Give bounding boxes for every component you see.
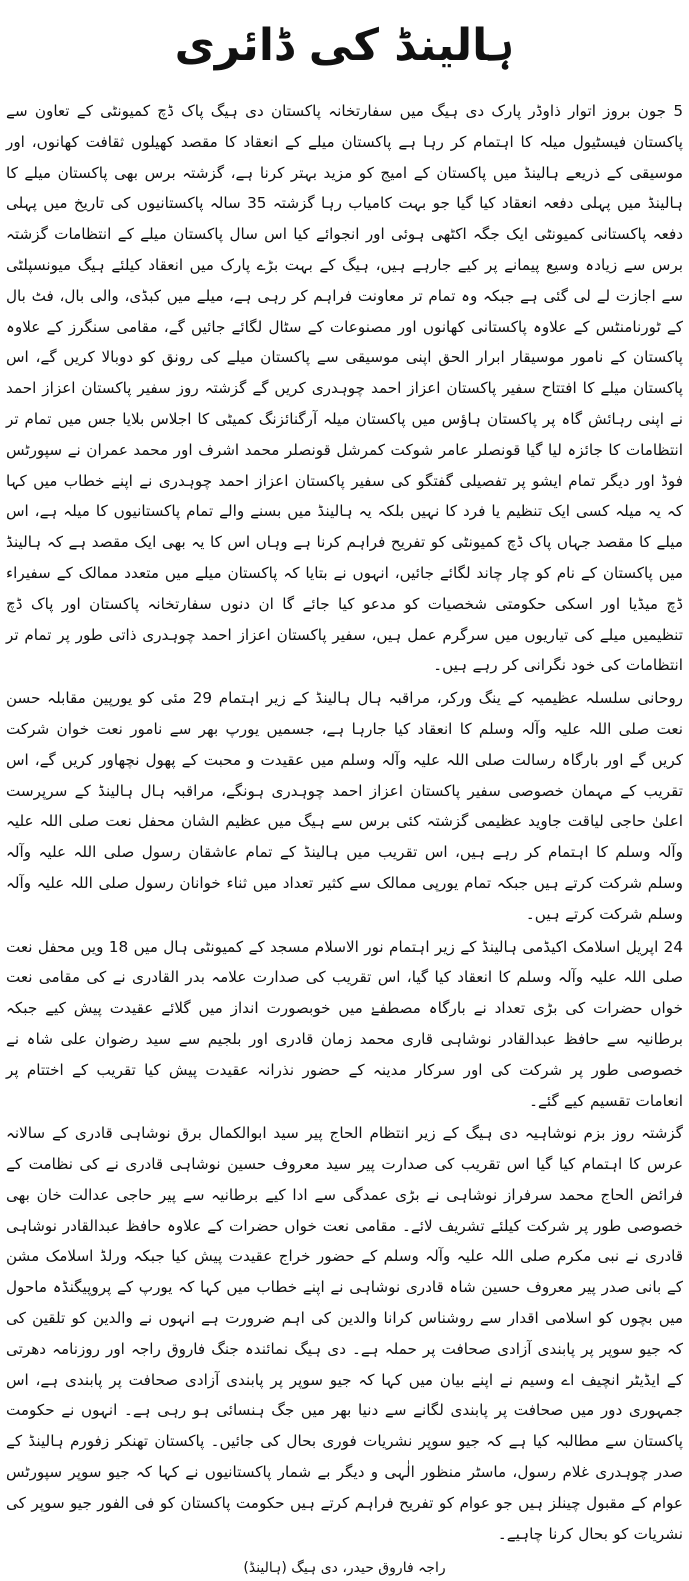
headline: ہالینڈ کی ڈائری xyxy=(174,20,515,71)
paragraph-islamic-academy-mehfil: 24 اپریل اسلامک اکیڈمی ہالینڈ کے زیر اہتمام نور الاسلام مسجد کے کمیونٹی ہال میں 18 ویں محفل نعت صلی اللہ علیہ وآلہ وسلم کا انعقاد کیا گیا، اس تقریب کی صدارت علامہ بدر القادری نے کی مقامی نعت خواں حضرات کی بڑی تعداد نے بارگاہ مصطفےٰ میں خوبصورت انداز میں گلائے عقیدت پیش کیے جبکہ برطانیہ سے حافظ عبدالقادر نوشاہی قاری محمد زمان قادری اور بلجیم سے سید رضوان علی شاہ نے خصوصی طور پر شرکت کی اور سرکار مدینہ کے حضور نذرانہ عقیدت پیش کیا تقریب کے اختتام پر انعامات تقسیم کیے گئے۔ xyxy=(6,937,683,1110)
byline: راجہ فاروق حیدر، دی ہیگ (ہالینڈ) xyxy=(243,1560,446,1577)
paragraph-naat-competition: روحانی سلسلہ عظیمیہ کے ینگ ورکر، مراقبہ ہال ہالینڈ کے زیر اہتمام 29 مئی کو یورپین مقابلہ حسن نعت صلی اللہ علیہ وآلہ وسلم کا انعقاد کیا جارہا ہے، جسمیں یورپ بھر سے نامور نعت خوان شرکت کریں گے اور بارگاہ رسالت صلی اللہ علیہ وآلہ وسلم میں عقیدت و محبت کے پھول نچھاور کریں گے، اس تقریب کے مہمان خصوصی سفیر پاکستان اعزاز احمد چوہدری ہونگے، مراقبہ ہال ہالینڈ کے سرپرست اعلیٰ حاجی لیاقت جاوید عظیمی گزشتہ کئی برس سے ہیگ میں عظیم الشان محفل نعت صلی اللہ علیہ وآلہ وسلم کا اہتمام کر رہے ہیں، اس تقریب میں ہالینڈ کے تمام عاشقان رسول صلی اللہ علیہ وآلہ وسلم شرکت کرتے ہیں جبکہ تمام یورپی ممالک سے کثیر تعداد میں ثناء خوانان رسول صلی اللہ علیہ وآلہ وسلم شرکت کرتے ہیں۔ xyxy=(6,689,683,923)
paragraph-pakistan-festival: 5 جون بروز اتوار ذاوڈر پارک دی ہیگ میں سفارتخانہ پاکستان دی ہیگ پاک ڈچ کمیونٹی کے تعاون سے پاکستان فیسٹیول میلہ کا اہتمام کر رہا ہے پاکستان میلے کے انعقاد کا مقصد کھیلوں ثقافت کھانوں، اور موسیقی کے ذریعے ہالینڈ میں پاکستان کے امیج کو مزید بہتر کرنا ہے، گزشتہ برس بھی پاکستان میلے کا ہالینڈ میں پہلی دفعہ انعقاد کیا گیا جو بہت کامیاب رہا گزشتہ 35 سالہ پاکستانیوں کی تاریخ میں پہلی دفعہ پاکستانی کمیونٹی ایک جگہ اکٹھی ہوئی اور انجوائے کیا اس سال پاکستان میلے کے انتظامات گزشتہ برس سے زیادہ وسیع پیمانے پر کیے جارہے ہیں، ہیگ کے بہت بڑے پارک میں انعقاد کیلئے ہیگ میونسپلٹی سے اجازت لے لی گئی ہے جبکہ وہ تمام تر معاونت فراہم کر رہی ہے، میلے میں کبڈی، والی بال، فٹ بال کے ٹورنامنٹس کے علاوہ پاکستانی کھانوں اور مصنوعات کے سٹال لگائے جائیں گے، مقامی سنگرز کے علاوہ پاکستان کے نامور موسیقار ابرار الحق اپنی موسیقی سے پاکستان میلے کی رونق کو دوبالا کریں گے، اس پاکستان میلے کا افتتاح سفیر پاکستان اعزاز احمد چوہدری کریں گے گزشتہ روز سفیر پاکستان اعزاز احمد نے اپنی رہائش گاہ پر پاکستان ہاؤس میں پاکستان میلہ آرگنائزنگ کمیٹی کا اجلاس بلایا جس میں تمام تر انتظامات کا جائزہ لیا گیا قونصلر عامر شوکت کمرشل قونصلر محمد اشرف اور محمد عمران نے سپورٹس فوڈ اور دیگر تمام ایشو پر تفصیلی گفتگو کی سفیر پاکستان اعزاز احمد چوہدری نے اپنے خطاب میں کہا کہ یہ میلہ کسی ایک تنظیم یا فرد کا نہیں بلکہ یہ ہالینڈ میں بسنے والے تمام پاکستانیوں کا میلہ ہے، اس میلے کا مقصد جہاں پاک ڈچ کمیونٹی کو تفریح فراہم کرنا ہے وہاں اس کا یہ بھی ایک مقصد ہے کہ ہالینڈ میں پاکستان کے نام کو چار چاند لگائے جائیں، انہوں نے بتایا کہ پاکستان میلے میں متعدد ممالک کے سفیراء ڈچ میڈیا اور اسکی حکومتی شخصیات کو مدعو کیا جائے گا ان دنوں سفارتخانہ پاکستان اور پاک ڈچ تنظیمیں میلے کی تیاریوں میں سرگرم عمل ہیں، سفیر پاکستان اعزاز احمد چوہدری ذاتی طور پر تمام تر انتظامات کی خود نگرانی کر رہے ہیں۔ xyxy=(6,102,683,675)
article-body xyxy=(4,96,685,1581)
paragraph-urs-and-geo-ban: گزشتہ روز بزم نوشاہیہ دی ہیگ کے زیر انتظام الحاج پیر سید ابوالکمال برق نوشاہی قادری کے سالانہ عرس کا اہتمام کیا گیا اس تقریب کی صدارت پیر سید معروف حسین نوشاہی قادری نے کی نظامت کے فرائض الحاج محمد سرفراز نوشاہی نے بڑی عمدگی سے ادا کیے برطانیہ سے پیر حاجی عدالت خان بھی خصوصی طور پر شرکت کیلئے تشریف لائے۔ مقامی نعت خواں حضرات کے علاوہ حافظ عبدالقادر نوشاہی قادری نے نبی مکرم صلی اللہ علیہ وآلہ وسلم کے حضور خراج عقیدت پیش کیا جبکہ ورلڈ اسلامک مشن کے بانی صدر پیر معروف حسین شاہ قادری نوشاہی نے اپنے خطاب میں کہا کہ یورپ کے پروپیگنڈہ ماحول میں بچوں کو اسلامی اقدار سے روشناس کرانا والدین کی اہم ضرورت ہے انہوں نے والدین کو تلقین کی کہ جیو سوپر پر پابندی آزادی صحافت پر حملہ ہے۔ دی ہیگ نمائندہ جنگ فاروق راجہ اور روزنامہ دھرتی کے ایڈیٹر انچیف اے وسیم نے اپنے بیان میں کہا کہ جیو سوپر پر پابندی آزادی صحافت پر پابندی ہے، اس جمہوری دور میں صحافت پر پابندی لگانے سے دنیا بھر میں جگ ہنسائی ہو رہی ہے۔ انہوں نے حکومت پاکستان سے مطالبہ کیا ہے کہ جیو سوپر نشریات فوری بحال کی جائیں۔ پاکستان تھنکر زفورم ہالینڈ کے صدر چوہدری غلام رسول، ماسٹر منظور الٰہی و دیگر بے شمار پاکستانیوں نے کہا کہ جیو سوپر سپورٹس عوام کے مقبول چینلز ہیں جو عوام کو تفریح فراہم کرتے ہیں حکومت پاکستان کو فی الفور جیو سوپر کی نشریات کو بحال کرنا چاہیے۔ xyxy=(6,1124,683,1543)
